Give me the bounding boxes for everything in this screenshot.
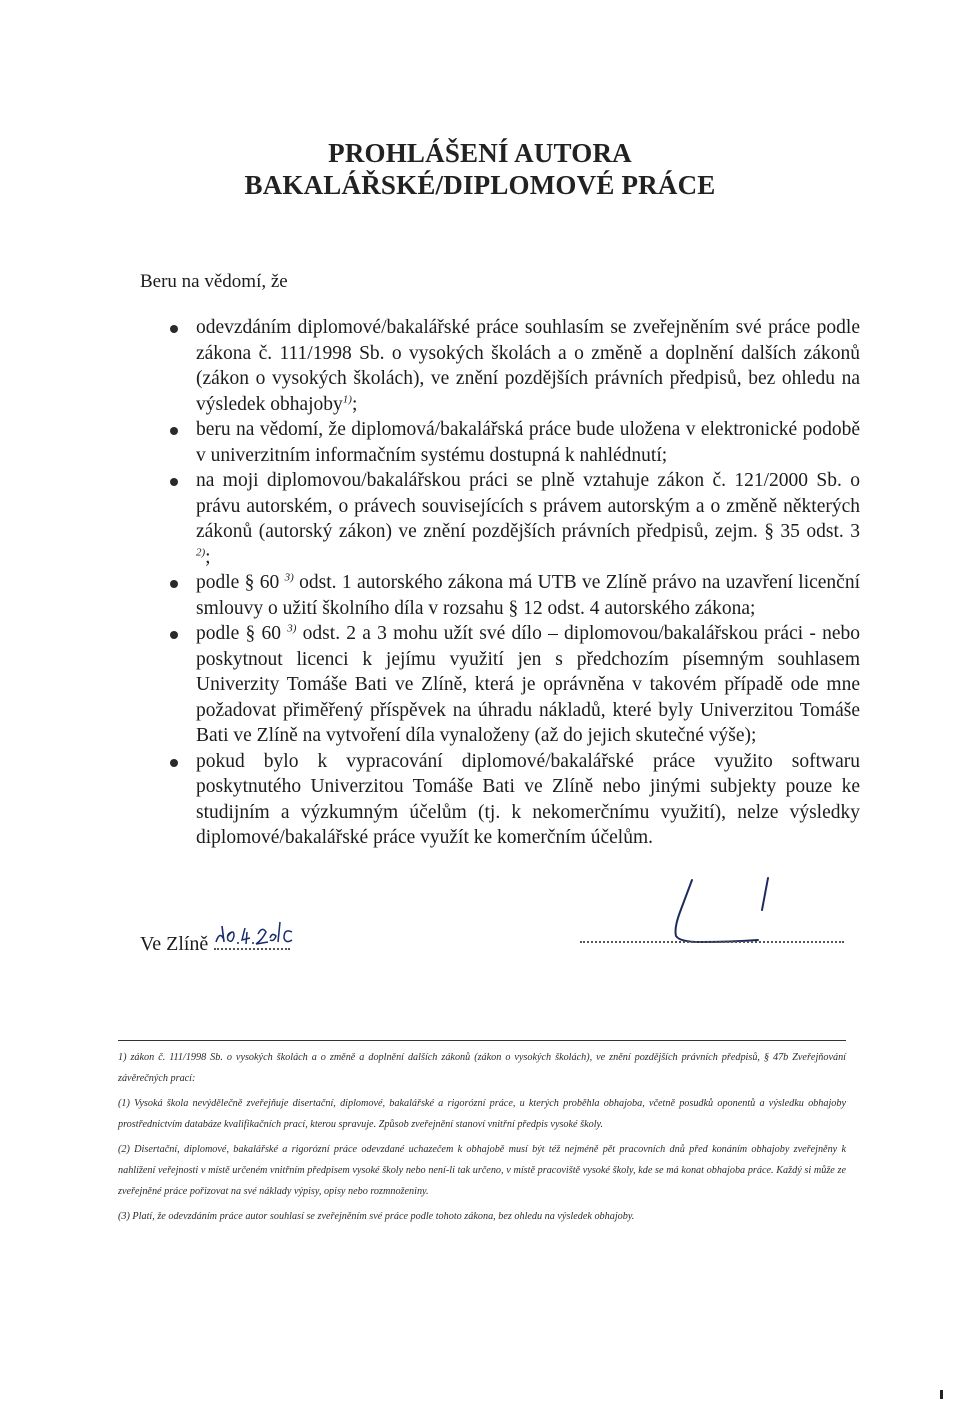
item-text: beru na vědomí, že diplomová/bakalářská práce bude uložena v elektronické podobě v univerzitním informačním systému dostupná k nahlédnutí; — [196, 419, 860, 466]
item-text-tail: ; — [351, 393, 358, 415]
footnotes — [118, 1047, 846, 1231]
item-text: podle § 60 — [196, 572, 280, 593]
declaration-item — [140, 749, 860, 851]
item-text: podle § 60 — [196, 623, 282, 644]
bullet-icon — [170, 325, 178, 333]
signature-line — [580, 941, 844, 943]
item-text: odevzdáním diplomové/bakalářské práce souhlasím se zveřejněním své práce podle zákona č. 111/1998 Sb. o vysokých školách a o změně a doplnění dalších zákonů (zákon o vysokých školách), ve znění pozdějších právních předpisů, bez ohledu na výsledek obhajoby — [196, 317, 860, 415]
item-text-tail: ; — [205, 546, 211, 568]
handwritten-date-drawing — [212, 912, 296, 948]
declaration-item — [140, 468, 860, 570]
intro-text: Beru na vědomí, že — [140, 271, 288, 292]
title-line-1: PROHLÁŠENÍ AUTORA — [328, 138, 632, 168]
declaration-item — [140, 417, 860, 468]
bullet-icon — [170, 631, 178, 639]
footnote-paragraph-3: (3) Platí, že odevzdáním práce autor souhlasí se zveřejněním své práce podle tohoto zákona, bez ohledu na výsledek obhajoby. — [118, 1211, 635, 1222]
item-text-tail: odst. 1 autorského zákona má UTB ve Zlíně právo na uzavření licenční smlouvy o užití školního díla v rozsahu § 12 odst. 4 autorského zákona; — [196, 572, 860, 619]
declaration-list — [140, 315, 860, 851]
place-label: Ve Zlíně — [140, 933, 209, 955]
footnote-ref: 3) — [284, 571, 294, 584]
declaration-item — [140, 570, 860, 621]
bullet-icon — [170, 427, 178, 435]
bullet-icon — [170, 580, 178, 588]
footnote-ref: 3) — [287, 622, 297, 635]
bullet-icon — [170, 759, 178, 767]
scan-mark — [940, 1390, 943, 1399]
declaration-item — [140, 315, 860, 417]
footnote-ref: 1) — [342, 393, 352, 405]
footnote-paragraph-1: (1) Vysoká škola nevýdělečně zveřejňuje disertační, diplomové, bakalářské a rigorózní práce, u kterých proběhla obhajoba, včetně posudků oponentů a výsledku obhajoby prostřednictvím databáze kvalifikačních prací, kterou spravuje. Způsob zveřejnění stanoví vnitřní předpis vysoké školy. — [118, 1098, 846, 1130]
item-text: na moji diplomovou/bakalářskou práci se plně vztahuje zákon č. 121/2000 Sb. o právu autorském, o právech souvisejících s právem autorským a o změně některých zákonů (autorský zákon) ve znění pozdějších právních předpisů, zejm. § 35 odst. 3 — [196, 470, 860, 542]
place-date — [140, 926, 290, 956]
declaration-item — [140, 621, 860, 749]
footnote-paragraph-2: (2) Disertační, diplomové, bakalářské a rigorózní práce odevzdané uchazečem k obhajobě musí být též nejméně pět pracovních dnů před konáním obhajoby zveřejněny k nahlížení veřejnosti v místě určeném vnitřním předpisem vysoké školy nebo není-li tak určeno, v místě pracoviště vysoké školy, kde se má konat obhajoba práce. Každý si může ze zveřejněné práce pořizovat na své náklady výpisy, opisy nebo rozmnoženiny. — [118, 1144, 846, 1197]
signature — [640, 876, 790, 956]
footnote-separator — [118, 1040, 846, 1041]
footnote-ref: 2) — [196, 546, 206, 558]
footnote-1-heading: 1) zákon č. 111/1998 Sb. o vysokých školách a o změně a doplnění dalších zákonů (zákon o vysokých školách), ve znění pozdějších právních předpisů, § 47b Zveřejňování závěrečných prací: — [118, 1052, 846, 1084]
item-text: pokud bylo k vypracování diplomové/bakalářské práce využito softwaru poskytnutého Univerzitou Tomáše Bati ve Zlíně nebo jinými subjekty pouze ke studijním a výzkumným účelům (tj. k nekomerčnímu využití), nelze výsledky diplomové/bakalářské práce využít ke komerčním účelům. — [196, 750, 860, 848]
title-line-2: BAKALÁŘSKÉ/DIPLOMOVÉ PRÁCE — [244, 170, 716, 200]
handwritten-date — [214, 926, 290, 950]
item-text-tail: odst. 2 a 3 mohu užít své dílo – diplomovou/bakalářskou práci - nebo poskytnout licenci k jejímu využití jen s předchozím písemným souhlasem Univerzity Tomáše Bati ve Zlíně, která je oprávněna v takovém případě ode mne požadovat přiměřený příspěvek na úhradu nákladů, které byly Univerzitou Tomáše Bati ve Zlíně na vytvoření díla vynaloženy (až do jejich skutečné výše); — [196, 623, 861, 746]
bullet-icon — [170, 478, 178, 486]
